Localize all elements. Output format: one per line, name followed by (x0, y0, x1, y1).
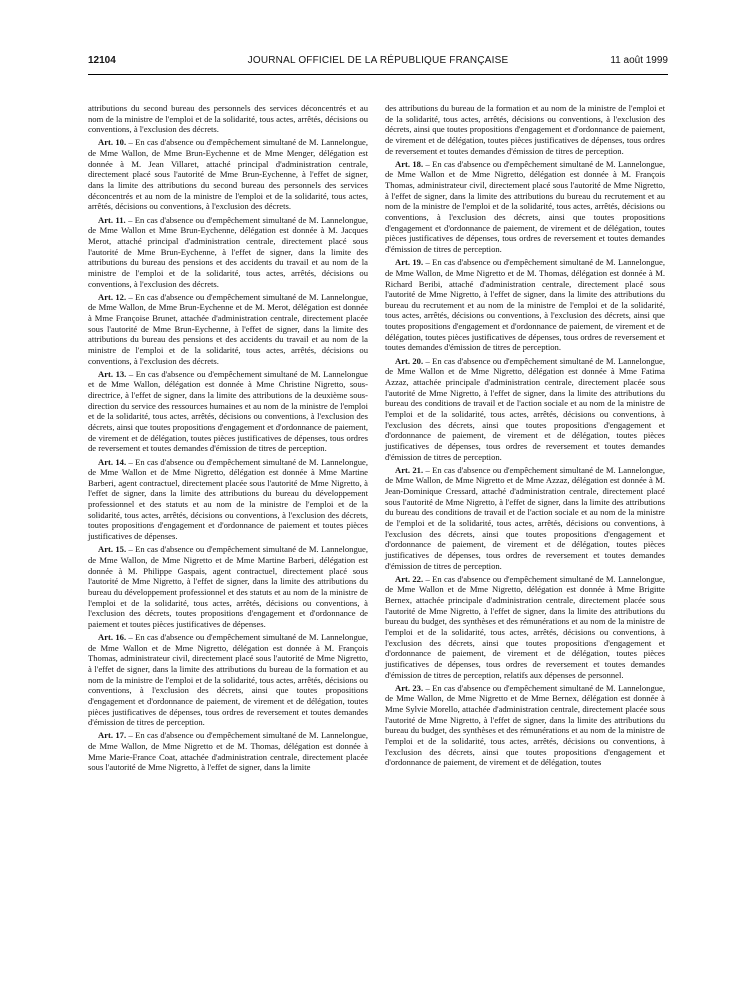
article-label: Art. 16. (98, 632, 127, 642)
right-column (385, 103, 665, 771)
article-15 (88, 544, 368, 629)
article-label: Art. 12. (98, 291, 127, 302)
article-label: Art. 22. (395, 573, 424, 584)
article-14 (88, 457, 368, 542)
article-18 (385, 159, 665, 255)
article-17 (88, 730, 368, 773)
article-21 (385, 465, 665, 572)
paragraph-text: des attributions du bureau de la formation et au nom de la ministre de l'emploi et de la solidarité, tous actes, arrêtés, décisions ou conventions, à l'exclusion des décrets, ainsi que toutes propositions d'engagement et d'ordonnance de paiement, de virement et de délégation, toutes pièces justificatives de dépenses, tous ordres de reversement et toutes demandes d'émission de titres de perception. (385, 103, 665, 156)
article-text: – En cas d'absence ou d'empêchement simultané de M. Lannelongue, de Mme Wallon, de Mme Nigretto et de M. Thomas, délégation est donnée à M. Richard Beribi, attaché d'administration centrale, directement placé sous l'autorité de Mme Nigretto, à l'effet de signer, dans la limite des attributions du bureau du recrutement et au nom de la ministre de l'emploi et de la solidarité, tous actes, arrêtés, décisions ou conventions, à l'exclusion des décrets, ainsi que toutes propositions d'engagement et d'ordonnance de paiement, de virement et de délégation, toutes pièces justificatives de dépenses, tous ordres de reversement et toutes demandes d'émission de titres de perception. (385, 257, 666, 353)
article-label: Art. 13. (98, 368, 127, 379)
article-text: – En cas d'absence ou d'empêchement simultané de M. Lannelongue, de Mme Wallon et de Mme Nigretto, délégation est donnée à M. François Thomas, administrateur civil, directement placé sous l'autorité de Mme Nigretto, à l'effet de signer, dans la limite des attributions du bureau de la formation et au nom de la ministre de l'emploi et de la solidarité, tous actes, arrêtés, décisions ou conventions, à l'exclusion des décrets, ainsi que toutes propositions d'engagement et d'ordonnance de paiement, de virement et de délégation, toutes pièces justificatives de dépenses, tous ordres de reversement et toutes demandes d'émission de titres de perception. (88, 632, 369, 728)
article-text: – En cas d'absence ou d'empêchement simultané de M. Lannelongue et de Mme Wallon, délégation est donnée à Mme Christine Nigretto, sous-directrice, à l'effet de signer, dans la limite des attributions de la deuxième sous-direction du service des ressources humaines et au nom de la ministre de l'emploi et de la solidarité, tous actes, arrêtés, décisions ou conventions, à l'exclusion des décrets, ainsi que toutes propositions d'engagement et d'ordonnance de paiement, de virement et de délégation, toutes pièces justificatives de dépenses, tous ordres de reversement et toutes demandes d'émission de titres de perception. (88, 368, 368, 454)
article-label: Art. 17. (98, 730, 127, 741)
article-12 (88, 292, 368, 367)
article-text: – En cas d'absence ou d'empêchement simultané de M. Lannelongue, de Mme Wallon et de Mme Nigretto, délégation est donnée à Mme Brigitte Bernex, attachée principale d'administration centrale, directement placée sous l'autorité de Mme Nigretto, à l'effet de signer, dans la limite des attributions du bureau du budget, des synthèses et des rémunérations et au nom de la ministre de l'emploi et de la solidarité, tous actes, arrêtés, décisions ou conventions, à l'exclusion des décrets, ainsi que toutes propositions d'engagement et d'ordonnance de paiement, de virement et de délégation, toutes pièces justificatives de dépenses, tous ordres de reversement et toutes demandes d'émission de titres de perception, relatifs aux dépenses de personnel. (385, 573, 666, 680)
article-20 (385, 356, 665, 463)
page-number: 12104 (88, 55, 116, 66)
article-label: Art. 14. (98, 456, 127, 467)
article-19 (385, 257, 665, 353)
issue-date: 11 août 1999 (610, 55, 668, 66)
paragraph-text: attributions du second bureau des personnels des services déconcentrés et au nom de la ministre de l'emploi et de la solidarité, tous actes, arrêtés, décisions ou conventions, à l'exclusion des décrets. (88, 103, 368, 135)
header-rule (88, 74, 668, 75)
page-header (88, 55, 668, 73)
article-label: Art. 21. (395, 464, 424, 475)
article-text: – En cas d'absence ou d'empêchement simultané de M. Lannelongue, de Mme Wallon et de Mme Nigretto, délégation est donnée à M. François Thomas, administrateur civil, directement placé sous l'autorité de Mme Nigretto, à l'effet de signer, dans la limite des attributions du bureau du recrutement et au nom de la ministre de l'emploi et de la solidarité, tous actes, arrêtés, décisions ou conventions, à l'exclusion des décrets, ainsi que toutes propositions d'engagement et d'ordonnance de paiement, de virement et de délégation, toutes pièces justificatives de dépenses, tous ordres de reversement et toutes demandes d'émission de titres de perception. (385, 158, 666, 255)
journal-title: JOURNAL OFFICIEL DE LA RÉPUBLIQUE FRANÇAISE (247, 55, 509, 66)
article-16 (88, 632, 368, 728)
article-text: – En cas d'absence ou d'empêchement simultané de M. Lannelongue, de Mme Wallon, de Mme Nigretto et de M. Thomas, délégation est donnée à Mme Marie-France Coat, attachée d'administration centrale, directement placée sous l'autorité de Mme Nigretto, à l'effet de signer, dans la limite (88, 730, 369, 773)
article-label: Art. 15. (98, 544, 127, 555)
article-label: Art. 23. (395, 682, 424, 693)
article-label: Art. 19. (395, 257, 424, 268)
article-11 (88, 215, 368, 290)
article-label: Art. 10. (98, 137, 127, 148)
article-23 (385, 683, 665, 768)
article-text: – En cas d'absence ou d'empêchement simultané de M. Lannelongue, de Mme Wallon, de Mme Brun-Eychenne et de M. Merot, délégation est donnée à Mme Françoise Brunet, attachée d'administration centrale, directement placée sous l'autorité de Mme Brun-Eychenne, à l'effet de signer, dans la limite des attributions du bureau des pensions et des accidents du travail et au nom de la ministre de l'emploi et de la solidarité, tous actes, arrêtés, décisions ou conventions, à l'exclusion des décrets. (88, 291, 369, 366)
article-label: Art. 11. (98, 214, 126, 225)
article-text: – En cas d'absence ou d'empêchement simultané de M. Lannelongue, de Mme Wallon et de Mme Nigretto, délégation est donnée à Mme Fatima Azzaz, attachée principale d'administration centrale, directement placée sous l'autorité de Mme Nigretto, à l'effet de signer, dans la limite des attributions du bureau des conditions de travail et de l'action sociale et au nom de la ministre de l'emploi et de la solidarité, tous actes, arrêtés, décisions ou conventions, à l'exclusion des décrets, ainsi que toutes propositions d'engagement et d'ordonnance de paiement, de virement et de délégation, toutes pièces justificatives de dépenses, tous ordres de reversement et toutes demandes d'émission de titres de perception. (385, 355, 666, 462)
article-10 (88, 137, 368, 212)
article-text: – En cas d'absence ou d'empêchement simultané de M. Lannelongue, de Mme Wallon, de Mme Nigretto et de Mme Bernex, délégation est donnée à Mme Sylvie Morello, attachée d'administration centrale, directement placée sous l'autorité de Mme Nigretto, à l'effet de signer, dans la limite des attributions du bureau du budget, des synthèses et des rémunérations et au nom de la ministre de l'emploi et de la solidarité, tous actes, arrêtés, décisions ou conventions, à l'exclusion des décrets, ainsi que toutes propositions d'engagement et d'ordonnance de paiement, de virement et de délégation, toutes (385, 682, 666, 768)
article-22 (385, 574, 665, 681)
article-label: Art. 18. (395, 158, 424, 169)
article-13 (88, 369, 368, 454)
article-text: – En cas d'absence ou d'empêchement simultané de M. Lannelongue, de Mme Wallon, de Mme Brun-Eychenne et de Mme Menger, délégation est donnée à M. Jean Villaret, attaché principal d'administration centrale, directement placé sous l'autorité de Mme Brun-Eychenne, à l'effet de signer, dans la limite des attributions du second bureau des personnels des services déconcentrés et au nom de la ministre de l'emploi et de la solidarité, tous actes, arrêtés, décisions ou conventions, à l'exclusion des décrets. (88, 137, 369, 212)
left-column (88, 103, 368, 776)
article-text: – En cas d'absence ou d'empêchement simultané de M. Lannelongue, de Mme Wallon, de Mme Nigretto et de Mme Azzaz, délégation est donnée à M. Jean-Dominique Cressard, attaché d'administration centrale, directement placé sous l'autorité de Mme Nigretto, à l'effet de signer, dans la limite des attributions du bureau des conditions de travail et de l'action sociale et au nom de la ministre de l'emploi et de la solidarité, tous actes, arrêtés, décisions ou conventions, à l'exclusion des décrets, ainsi que toutes propositions d'engagement et d'ordonnance de paiement, de virement et de délégation, toutes pièces justificatives de dépenses, tous ordres de reversement et toutes demandes d'émission de titres de perception. (385, 464, 666, 571)
article-text: – En cas d'absence ou d'empêchement simultané de M. Lannelongue, de Mme Wallon, de Mme Nigretto et de Mme Martine Barberi, délégation est donnée à M. Philippe Gaspais, agent contractuel, directement placé sous l'autorité de Mme Nigretto, à l'effet de signer, dans la limite des attributions du bureau du développement professionnel et des statuts et au nom de la ministre de l'emploi et de la solidarité, tous actes, arrêtés, décisions ou conventions, à l'exclusion des décrets, toutes propositions d'engagement et d'ordonnance de paiement et toutes pièces justificatives de dépenses. (88, 544, 369, 629)
paragraph-continued (88, 103, 368, 135)
paragraph-continued (385, 103, 665, 156)
article-text: – En cas d'absence ou d'empêchement simultané de M. Lannelongue, de Mme Wallon et de Mme Nigretto, délégation est donnée à Mme Martine Barberi, agent contractuel, directement placée sous l'autorité de Mme Nigretto, à l'effet de signer, dans la limite des attributions du bureau du développement professionnel et des statuts et au nom de la ministre de l'emploi et de la solidarité, tous actes, arrêtés, décisions ou conventions, à l'exclusion des décrets, toutes propositions d'engagement et d'ordonnance de paiement et toutes pièces justificatives de dépenses. (88, 456, 369, 542)
article-label: Art. 20. (395, 355, 424, 366)
article-text: – En cas d'absence ou d'empêchement simultané de M. Lannelongue, de Mme Wallon et Mme Brun-Eychenne, délégation est donnée à M. Jacques Merot, attaché principal d'administration centrale, directement placé sous l'autorité de Mme Brun-Eychenne, à l'effet de signer, dans la limite des attributions du bureau des pensions et des accidents du travail et au nom de la ministre de l'emploi et de la solidarité, tous actes, arrêtés, décisions ou conventions, à l'exclusion des décrets. (88, 214, 368, 289)
